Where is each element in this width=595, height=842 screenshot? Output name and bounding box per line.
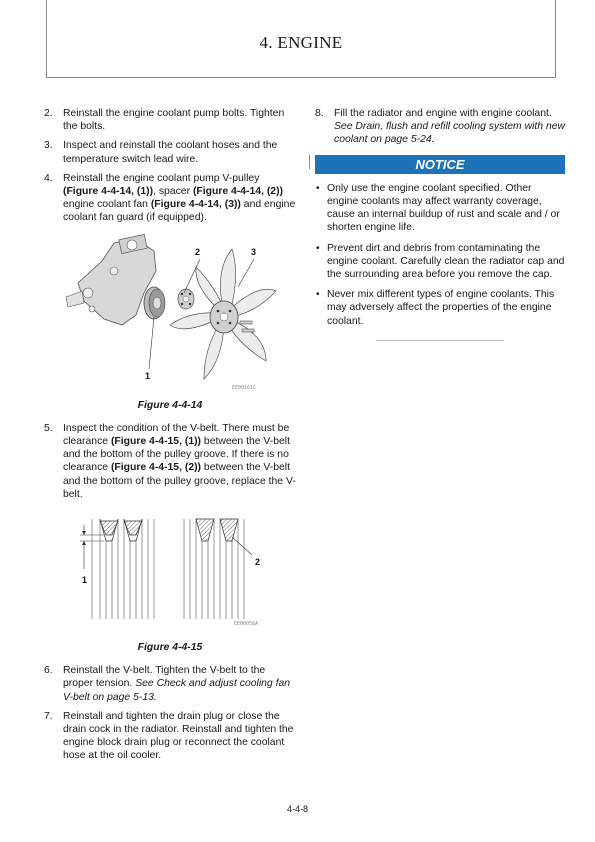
step-text: Reinstall the engine coolant pump V-pulley	[63, 172, 260, 184]
figure-reference: (Figure 4-4-14, (2))	[192, 186, 284, 198]
steps-list-b	[44, 422, 296, 501]
steps-list-d	[315, 107, 565, 147]
page-number: 4-4-8	[286, 804, 308, 814]
notice-item: • Prevent dirt and debris from contaminating the engine coolant. Carefully clean the radiator cap and the surrounding area before you remove the cap.	[315, 242, 565, 282]
steps-list-a	[44, 107, 296, 225]
notice-item: • Never mix different types of engine coolants. This may adversely affect the properties of the engine coolant.	[315, 288, 565, 328]
step-6	[44, 664, 296, 704]
notice-block	[315, 155, 565, 341]
header-frame	[46, 0, 556, 78]
cross-reference: See Check and adjust cooling fan V-belt on page 5-13.	[63, 678, 291, 703]
step-text: between the V-belt and the bottom of the pulley groove. If there is no clearance	[63, 436, 290, 474]
right-column	[315, 107, 565, 341]
step-text: Inspect the condition of the V-belt. There must be clearance	[63, 422, 290, 448]
step-5	[44, 422, 296, 501]
step-number: 7.	[44, 710, 53, 722]
figure-reference: (Figure 4-4-14, (1))	[63, 186, 154, 198]
notice-list	[315, 182, 565, 328]
callout-2: 2	[195, 246, 201, 257]
figure-reference: (Figure 4-4-15, (1))	[110, 436, 202, 448]
step-number: 6.	[44, 665, 53, 677]
figure-4-4-14	[44, 231, 296, 397]
notice-margin-bar	[309, 155, 310, 169]
v-belt-clearance-illustration	[44, 511, 296, 629]
figure-code: EE00058A	[234, 621, 259, 628]
step-text: Reinstall and tighten the drain plug or close the drain cock in the radiator. Reinstall and tighten the engine block drain plug or reconnect the coolant hose at the oil cooler.	[63, 710, 294, 762]
figure-reference: (Figure 4-4-14, (3))	[150, 199, 241, 211]
notice-heading: NOTICE	[315, 155, 565, 174]
figure-reference: (Figure 4-4-15, (2))	[110, 462, 202, 474]
step-text: and engine coolant fan guard (if equipped).	[63, 199, 296, 224]
step-text: , spacer	[153, 186, 193, 198]
step-text: between the V-belt and the bottom of the pulley groove, replace the V-belt.	[63, 462, 296, 500]
cross-reference: See Drain, flush and refill cooling system with new coolant on page 5-24.	[334, 121, 566, 146]
step-7	[44, 710, 296, 763]
figure-code: EE00161C	[232, 384, 257, 391]
callout-1: 1	[82, 575, 88, 586]
notice-item: • Only use the engine coolant specified. Other engine coolants may affect warranty coverage, cause an internal buildup of rust and scale and / or shorten engine life.	[315, 182, 565, 235]
step-text: engine coolant fan	[63, 199, 151, 211]
step-8	[315, 107, 565, 147]
step-number: 2.	[44, 108, 53, 119]
chapter-title: 4. ENGINE	[259, 33, 343, 52]
left-column	[44, 107, 296, 769]
figure-caption: Figure 4-4-15	[137, 642, 203, 654]
figure-4-4-15	[44, 511, 296, 629]
steps-list-c	[44, 664, 296, 762]
step-2	[44, 107, 296, 133]
step-number: 5.	[44, 422, 53, 434]
step-number: 4.	[44, 172, 53, 184]
step-number: 8.	[315, 108, 324, 119]
step-text: Reinstall the engine coolant pump bolts. Tighten the bolts.	[63, 108, 285, 133]
step-text: Reinstall the V-belt. Tighten the V-belt to the proper tension.	[63, 665, 266, 690]
step-text: Inspect and reinstall the coolant hoses and the temperature switch lead wire.	[63, 140, 278, 165]
step-3	[44, 139, 296, 165]
section-divider	[376, 340, 504, 341]
figure-caption: Figure 4-4-14	[137, 399, 203, 411]
callout-1: 1	[145, 370, 151, 381]
coolant-pump-fan-illustration	[44, 231, 296, 397]
callout-3: 3	[251, 246, 257, 257]
step-number: 3.	[44, 140, 53, 152]
step-text: Fill the radiator and engine with engine coolant.	[334, 108, 552, 119]
callout-2: 2	[255, 557, 261, 568]
step-4	[44, 172, 296, 225]
